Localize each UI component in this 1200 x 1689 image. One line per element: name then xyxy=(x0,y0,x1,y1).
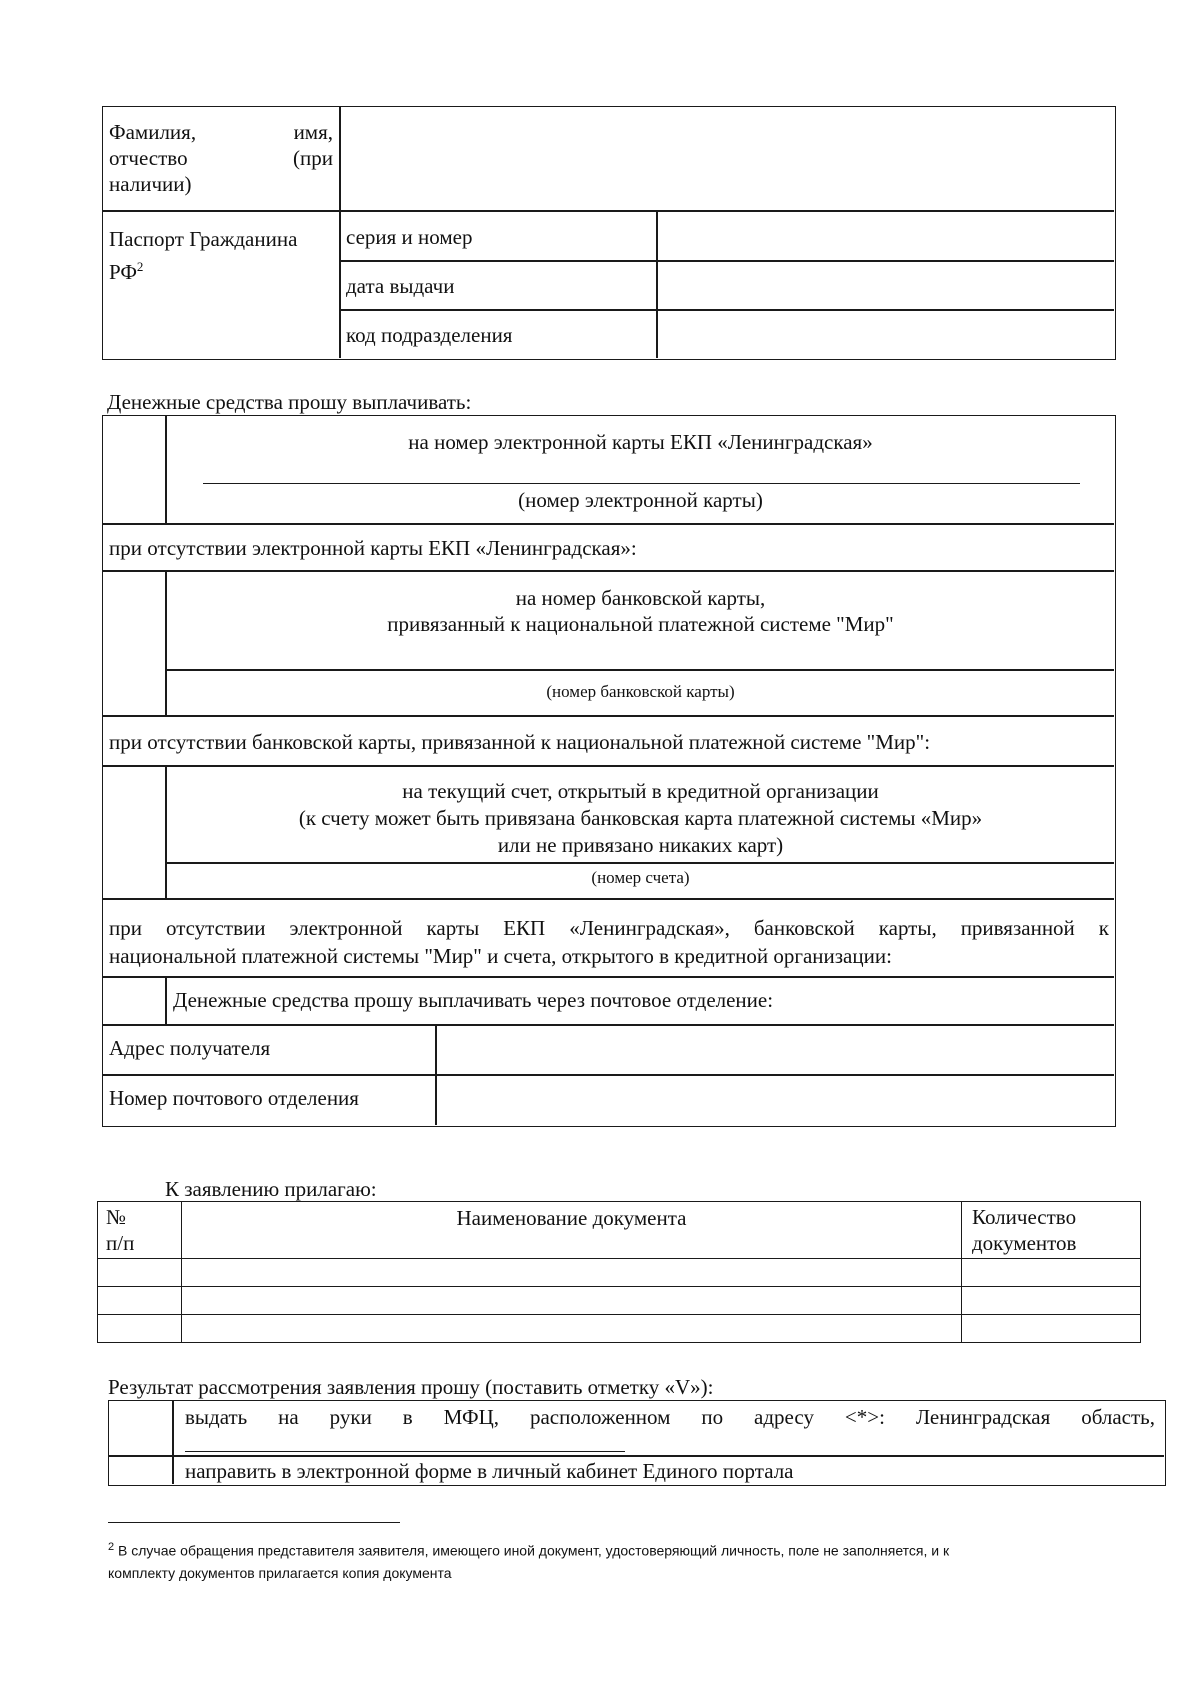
row-qty-cell[interactable] xyxy=(962,1315,1141,1343)
row-num-cell[interactable] xyxy=(98,1259,182,1287)
post-number-label: Номер почтового отделения xyxy=(109,1086,359,1110)
col-name-header: Наименование документа xyxy=(182,1202,962,1259)
row-num-cell[interactable] xyxy=(98,1315,182,1343)
bank-card-label: на номер банковской карты, привязанный к национальной платежной системе "Мир" xyxy=(387,586,894,636)
post-number-field[interactable] xyxy=(440,1077,1112,1122)
attachments-table xyxy=(97,1201,1141,1343)
electronic-checkbox[interactable] xyxy=(111,1458,169,1483)
table-row xyxy=(98,1315,1141,1343)
passport-series-field[interactable] xyxy=(661,213,1113,258)
passport-date-field[interactable] xyxy=(661,263,1113,308)
identity-table xyxy=(102,106,1116,360)
result-option-handout: выдать на руки в МФЦ, расположенном по адресу <*>: Ленинградская область, xyxy=(185,1405,1155,1429)
attachments-heading: К заявлению прилагаю: xyxy=(165,1177,377,1201)
passport-code-label: код подразделения xyxy=(346,323,513,347)
col-qty-header: Количество документов xyxy=(962,1202,1141,1259)
bank-card-number-field[interactable] xyxy=(169,642,1113,667)
no-all-text: при отсутствии электронной карты ЕКП «Ленинградская», банковской карты, привязанной к национальной платежной системы "Мир" и счета, открытого в кредитной организации: xyxy=(109,916,1109,968)
passport-label: Паспорт Гражданина $РФ^2$ xyxy=(109,227,298,284)
table-row xyxy=(98,1287,1141,1315)
ekp-card-caption: (номер электронной карты) xyxy=(518,488,763,512)
account-checkbox[interactable] xyxy=(105,768,163,897)
bank-card-caption: (номер банковской карты) xyxy=(546,682,735,701)
ekp-card-label: на номер электронной карты ЕКП «Ленинградская» xyxy=(408,430,873,454)
ekp-card-number-field[interactable] xyxy=(203,460,1080,482)
bank-card-checkbox[interactable] xyxy=(105,573,163,714)
row-qty-cell[interactable] xyxy=(962,1287,1141,1315)
col-num-header: № п/п xyxy=(98,1202,182,1259)
result-heading: Результат рассмотрения заявления прошу (поставить отметку «V»): xyxy=(108,1375,714,1399)
no-ekp-text: при отсутствии электронной карты ЕКП «Ленинградская»: xyxy=(109,536,637,560)
table-row xyxy=(98,1259,1141,1287)
row-name-cell[interactable] xyxy=(182,1259,962,1287)
ekp-card-underline xyxy=(203,483,1080,484)
address-field[interactable] xyxy=(440,1027,1112,1072)
account-label: на текущий счет, открытый в кредитной организации (к счету может быть привязана банковская карта платежной системы «Мир» или не привязано никаких карт) xyxy=(298,779,983,857)
fio-label: Фамилия, имя, отчество (при наличии) xyxy=(109,120,333,196)
post-office-label: Денежные средства прошу выплачивать через почтовое отделение: xyxy=(173,988,774,1012)
mfc-address-underline xyxy=(185,1451,625,1452)
footnote: $^2$ В случае обращения представителя заявителя, имеющего иной документ, удостоверяющий личность, поле не заполняется, и к комплекту документов прилагается копия документа xyxy=(108,1541,950,1581)
row-name-cell[interactable] xyxy=(182,1287,962,1315)
row-num-cell[interactable] xyxy=(98,1287,182,1315)
result-option-electronic: направить в электронной форме в личный кабинет Единого портала xyxy=(185,1459,794,1483)
ekp-card-checkbox[interactable] xyxy=(105,418,163,522)
passport-date-label: дата выдачи xyxy=(346,274,455,298)
payment-table xyxy=(102,415,1116,1127)
handout-checkbox[interactable] xyxy=(111,1403,169,1453)
payment-heading: Денежные средства прошу выплачивать: xyxy=(107,390,472,414)
row-name-cell[interactable] xyxy=(182,1315,962,1343)
footnote-separator xyxy=(108,1522,400,1523)
account-caption: (номер счета) xyxy=(591,868,690,887)
address-label: Адрес получателя xyxy=(109,1036,271,1060)
post-office-checkbox[interactable] xyxy=(105,979,163,1023)
no-bank-card-text: при отсутствии банковской карты, привязанной к национальной платежной системе "Мир": xyxy=(109,730,931,754)
passport-code-field[interactable] xyxy=(661,312,1113,357)
row-qty-cell[interactable] xyxy=(962,1259,1141,1287)
fio-field[interactable] xyxy=(343,109,1113,208)
result-table xyxy=(108,1400,1166,1486)
passport-series-label: серия и номер xyxy=(346,225,473,249)
